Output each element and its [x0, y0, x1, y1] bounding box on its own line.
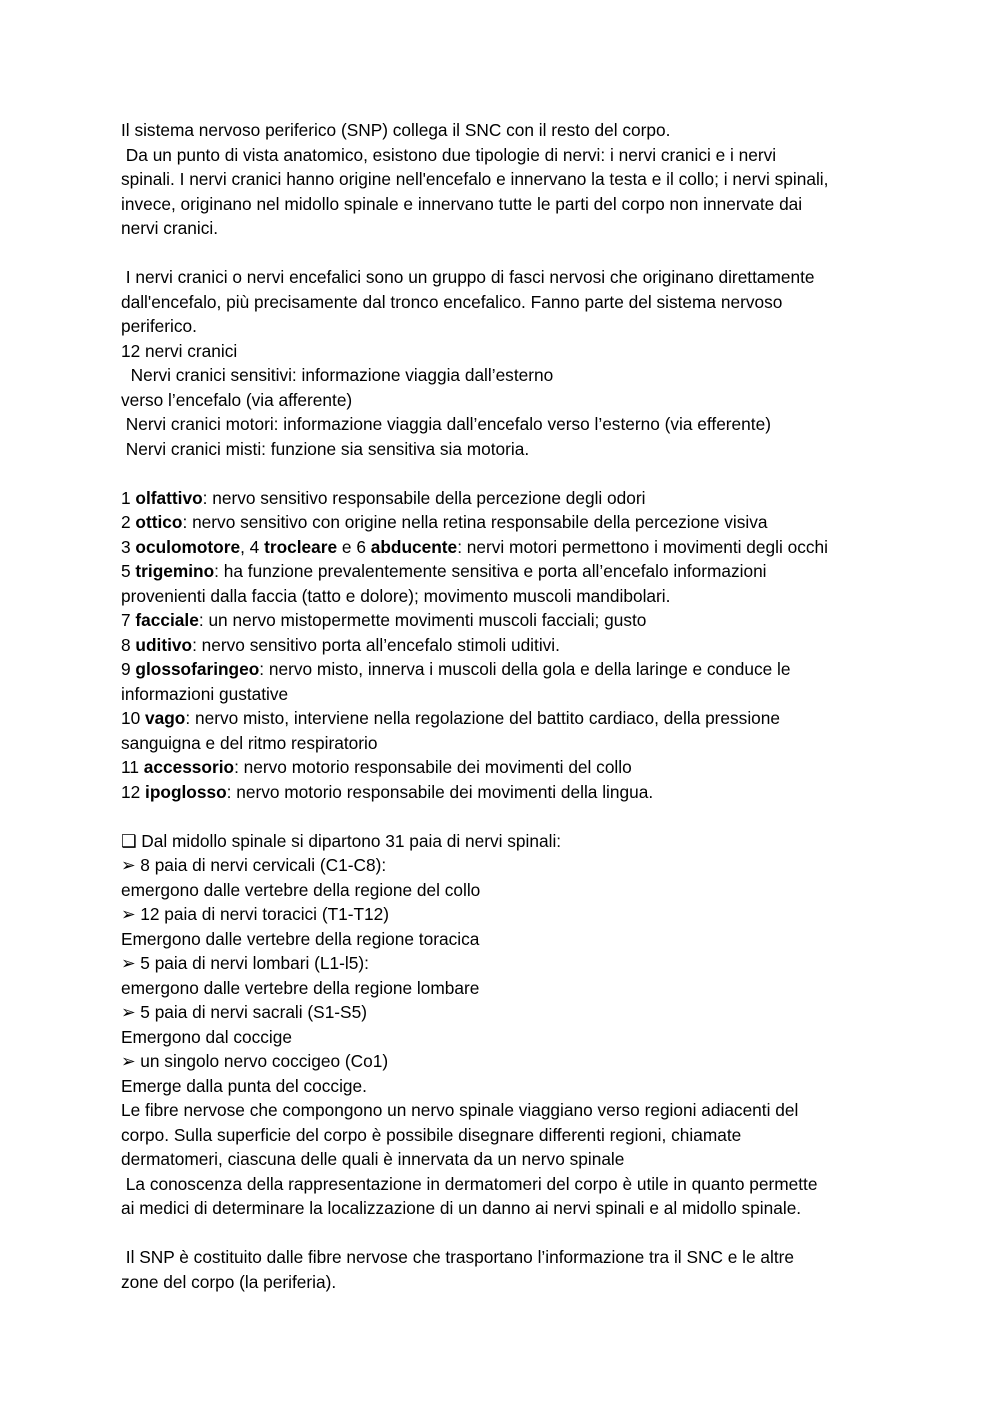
text-line: Emergono dal coccige [121, 1026, 292, 1047]
nerve-description: : nervi motori permettono i movimenti degli occhi [457, 536, 828, 557]
text-line: dall'encefalo, più precisamente dal tronco encefalico. Fanno parte del sistema nervoso [121, 291, 783, 312]
nerve-name: uditivo [135, 634, 193, 655]
nerve-name: trigemino [135, 561, 215, 581]
nerve-number: 9 [121, 659, 136, 679]
nerve-description: : un nervo mistopermette movimenti muscoli facciali; gusto [198, 610, 647, 630]
nerve-item [121, 559, 881, 584]
cranial-nerves-intro [121, 265, 881, 461]
text-line: Emerge dalla punta del coccige. [121, 1075, 367, 1096]
blank-line [121, 461, 881, 486]
nerve-item [121, 755, 881, 780]
nerve-name: ipoglosso [145, 781, 227, 802]
nerve-number: 7 [121, 610, 136, 630]
nerve-number: 11 [121, 757, 144, 777]
nerve-item [121, 633, 881, 658]
nerve-item [121, 486, 881, 511]
text-line: nervi cranici. [121, 218, 218, 238]
text-line: Nervi cranici motori: informazione viaggia dall’encefalo verso l’esterno (via efferente) [121, 414, 771, 434]
text-line: Il SNP è costituito dalle fibre nervose che trasportano l’informazione tra il SNC e le altre [121, 1247, 795, 1267]
nerve-item [121, 706, 881, 731]
nerve-item [121, 657, 881, 682]
nerve-number: 2 [121, 512, 136, 532]
nerve-name: vago [145, 708, 186, 728]
nerve-number: 10 [121, 708, 146, 728]
nerve-description: : nervo sensitivo porta all’encefalo stimoli uditivi. [192, 634, 560, 655]
nerve-number: 1 [121, 487, 136, 508]
nerve-number: 12 [121, 781, 146, 802]
nerve-description: : nervo misto, innerva i muscoli della gola e della laringe e conduce le [259, 659, 791, 679]
nerve-item [121, 510, 881, 535]
text-line: I nervi cranici o nervi encefalici sono un gruppo di fasci nervosi che originano direttamente [121, 267, 815, 287]
nerve-item [121, 535, 881, 560]
text-line: verso l’encefalo (via afferente) [121, 389, 353, 410]
document-page [121, 118, 881, 1294]
text-line: ai medici di determinare la localizzazione di un danno ai nervi spinali e al midollo spinale. [121, 1198, 802, 1218]
text-line: Nervi cranici sensitivi: informazione viaggia dall’esterno [121, 365, 554, 385]
nerve-name: facciale [135, 610, 199, 630]
bullet-line: ➢ 5 paia di nervi sacrali (S1-S5) [121, 1002, 367, 1022]
text-line: Da un punto di vista anatomico, esistono due tipologie di nervi: i nervi cranici e i nervi [121, 144, 777, 165]
text-line: zone del corpo (la periferia). [121, 1271, 337, 1292]
nerve-number: 5 [121, 561, 136, 581]
text-line: La conoscenza della rappresentazione in dermatomeri del corpo è utile in quanto permette [121, 1173, 818, 1194]
bullet-line: ➢ 5 paia di nervi lombari (L1-l5): [121, 953, 369, 973]
text-line: 12 nervi cranici [121, 340, 238, 361]
intro-paragraph [121, 118, 881, 241]
blank-line [121, 804, 881, 829]
text-line: ❑ Dal midollo spinale si dipartono 31 paia di nervi spinali: [121, 830, 562, 851]
nerve-description-continued: informazioni gustative [121, 683, 289, 704]
text-line: emergono dalle vertebre della regione del collo [121, 879, 481, 900]
closing-paragraph [121, 1245, 881, 1294]
text-line: corpo. Sulla superficie del corpo è possibile disegnare differenti regioni, chiamate [121, 1124, 742, 1145]
nerve-item [121, 608, 881, 633]
nerve-separator: , 4 [240, 536, 265, 557]
nerve-number: 3 [121, 536, 136, 557]
text-line: invece, originano nel midollo spinale e innervano tutte le parti del corpo non innervate dai [121, 193, 803, 214]
text-line: spinali. I nervi cranici hanno origine nell'encefalo e innervano la testa e il collo; i nervi spinali, [121, 169, 829, 189]
bullet-line: ➢ 8 paia di nervi cervicali (C1-C8): [121, 855, 387, 875]
nerve-name: accessorio [143, 757, 235, 777]
nerve-name: glossofaringeo [135, 659, 260, 679]
nerve-description: : nervo motorio responsabile dei movimenti del collo [234, 757, 632, 777]
nerve-description: : ha funzione prevalentemente sensitiva e porta all’encefalo informazioni [214, 561, 767, 581]
text-line: emergono dalle vertebre della regione lombare [121, 977, 480, 998]
nerve-name: olfattivo [135, 487, 203, 508]
nerve-description: : nervo sensitivo con origine nella retina responsabile della percezione visiva [182, 512, 768, 532]
nerve-number: 8 [121, 634, 136, 655]
text-line: Le fibre nervose che compongono un nervo spinale viaggiano verso regioni adiacenti del [121, 1100, 799, 1120]
nerve-description-continued: provenienti dalla faccia (tatto e dolore); movimento muscoli mandibolari. [121, 585, 671, 606]
nerve-description: : nervo sensitivo responsabile della percezione degli odori [202, 487, 646, 508]
text-line: Il sistema nervoso periferico (SNP) collega il SNC con il resto del corpo. [121, 120, 671, 140]
nerve-name: oculomotore [135, 536, 241, 557]
nerve-item [121, 780, 881, 805]
nerve-description: : nervo misto, interviene nella regolazione del battito cardiaco, della pressione [185, 708, 781, 728]
blank-line [121, 1221, 881, 1246]
text-line: dermatomeri, ciascuna delle quali è innervata da un nervo spinale [121, 1149, 625, 1169]
nerve-name: trocleare [264, 536, 338, 557]
spinal-nerves-section [121, 829, 881, 1221]
text-line: periferico. [121, 316, 197, 336]
cranial-nerves-list [121, 486, 881, 805]
text-line: Nervi cranici misti: funzione sia sensitiva sia motoria. [121, 438, 530, 459]
nerve-description: : nervo motorio responsabile dei movimenti della lingua. [226, 781, 654, 802]
blank-line [121, 241, 881, 266]
nerve-name: ottico [135, 512, 183, 532]
bullet-line: ➢ 12 paia di nervi toracici (T1-T12) [121, 904, 390, 924]
text-line: Emergono dalle vertebre della regione toracica [121, 928, 480, 949]
bullet-line: ➢ un singolo nervo coccigeo (Co1) [121, 1051, 389, 1071]
nerve-description-continued: sanguigna e del ritmo respiratorio [121, 732, 378, 753]
nerve-name: abducente [370, 536, 458, 557]
nerve-separator: e 6 [337, 536, 371, 557]
